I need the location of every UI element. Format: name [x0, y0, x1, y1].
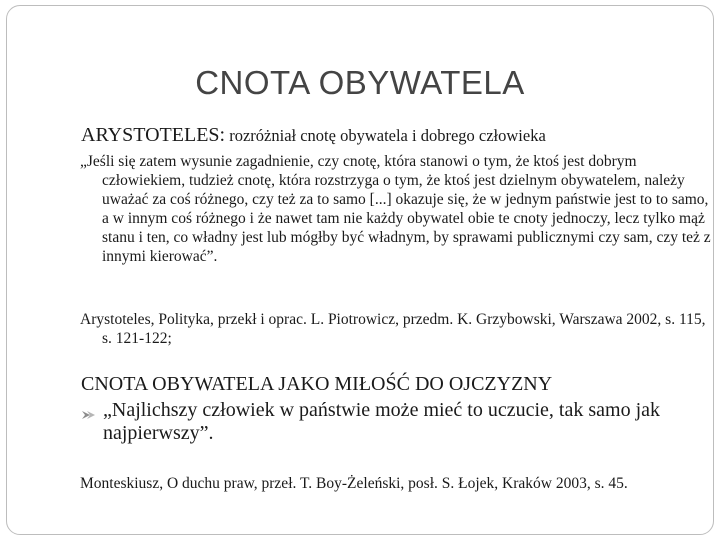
slide-title: CNOTA OBYWATELA — [195, 64, 525, 101]
aristotle-name: ARYSTOTELES: — [81, 124, 226, 146]
montesquieu-quote-item — [81, 399, 713, 445]
aristotle-heading — [81, 124, 701, 147]
patriotism-heading: CNOTA OBYWATELA JAKO MIŁOŚĆ DO OJCZYZNY — [81, 373, 553, 395]
arrow-bullet-icon — [81, 404, 97, 416]
aristotle-heading-rest: rozróżniał cnotę obywatela i dobrego człowieka — [225, 126, 546, 145]
aristotle-quote: „Jeśli się zatem wysunie zagadnienie, czy cnotę, która stanowi o tym, że ktoś jest dobrym człowiekiem, tudzież cnotę, która rozstrzyga o tym, że ktoś jest dzielnym obywatelem, należy uważać za coś różnego, czy też za to samo [...] okazuje się, że w jednym państwie jest to to samo, a w innym coś różnego i że nawet tam nie każdy obywatel obie te cnoty jednoczy, lecz tylko mąż stanu i ten, co władny jest lub mógłby być władnym, by sprawami publicznymi czy sam, czy też z innymi kierować”. — [80, 153, 711, 265]
montesquieu-citation: Monteskiusz, O duchu praw, przeł. T. Boy-Żeleński, posł. S. Łojek, Kraków 2003, s. 45. — [80, 475, 628, 492]
montesquieu-quote: „Najlichszy człowiek w państwie może mieć to uczucie, tak samo jak najpierwszy”. — [103, 399, 661, 444]
aristotle-citation: Arystoteles, Polityka, przekł i oprac. L. Piotrowicz, przedm. K. Grzybowski, Warszawa 2002, s. 115, s. 121-122; — [80, 311, 706, 347]
slide-frame — [6, 5, 714, 535]
